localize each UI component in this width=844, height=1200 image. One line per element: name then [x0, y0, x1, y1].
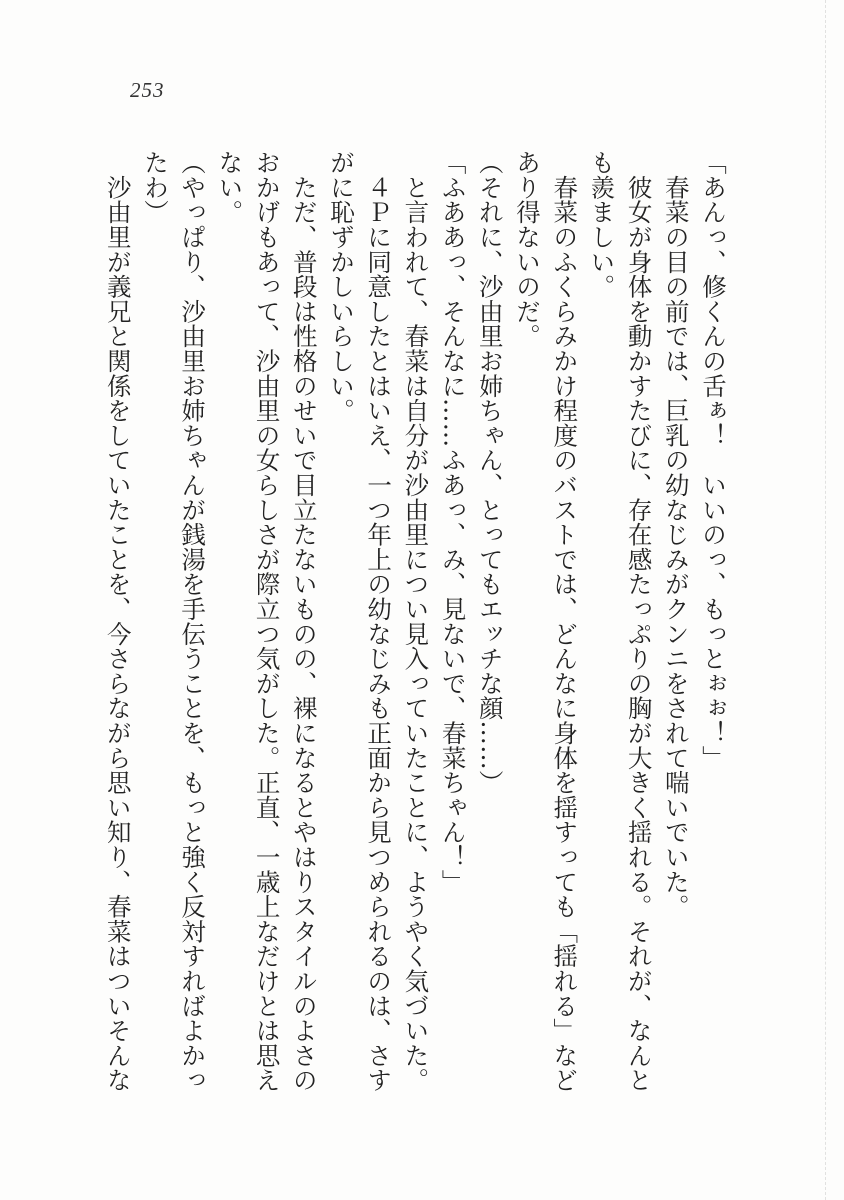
body-text	[100, 150, 732, 1160]
text-line: ない。	[215, 150, 245, 225]
text-line: 「あんっ、修くんの舌ぁ！ いいのっ、もっとぉぉ！」	[699, 150, 728, 770]
text-line: おかげもあって、沙由里の女らしさが際立つ気がした。正直、一歳上なだけとは思え	[252, 150, 282, 1093]
text-line: ４Ｐに同意したとはいえ、一つ年上の幼なじみも正面から見つめられるのは、さす	[364, 150, 394, 1093]
text-line: 沙由里が義兄と関係をしていたことを、今さらながら思い知り、春菜はついそんな	[103, 150, 133, 1093]
text-line: 春菜の目の前では、巨乳の幼なじみがクンニをされて喘いでいた。	[661, 150, 691, 919]
text-line: ただ、普段は性格のせいで目立たないものの、裸になるとやはりスタイルのよさの	[289, 150, 319, 1093]
text-line: たわ）	[140, 150, 170, 225]
text-line: 「ふああっ、そんなに……ふあっ、み、見ないで、春菜ちゃん！」	[438, 150, 468, 894]
text-line: と言われて、春菜は自分が沙由里につい見入っていたことに、ようやく気づいた。	[401, 150, 431, 1093]
text-line: 春菜のふくらみかけ程度のバストでは、どんなに身体を揺すっても「揺れる」など	[550, 150, 580, 1093]
text-line: あり得ないのだ。	[512, 150, 542, 349]
text-line: がに恥ずかしいらしい。	[326, 150, 356, 423]
page-number: 253	[130, 78, 165, 102]
text-line: も羨ましい。	[587, 150, 617, 299]
text-line: （それに、沙由里お姉ちゃん、とってもエッチな顔……）	[475, 150, 505, 795]
page-edge	[825, 0, 838, 1200]
text-line: （やっぱり、沙由里お姉ちゃんが銭湯を手伝うことを、もっと強く反対すればよかっ	[178, 150, 208, 1093]
text-line: 彼女が身体を動かすたびに、存在感たっぷりの胸が大きく揺れる。それが、なんと	[624, 150, 654, 1093]
